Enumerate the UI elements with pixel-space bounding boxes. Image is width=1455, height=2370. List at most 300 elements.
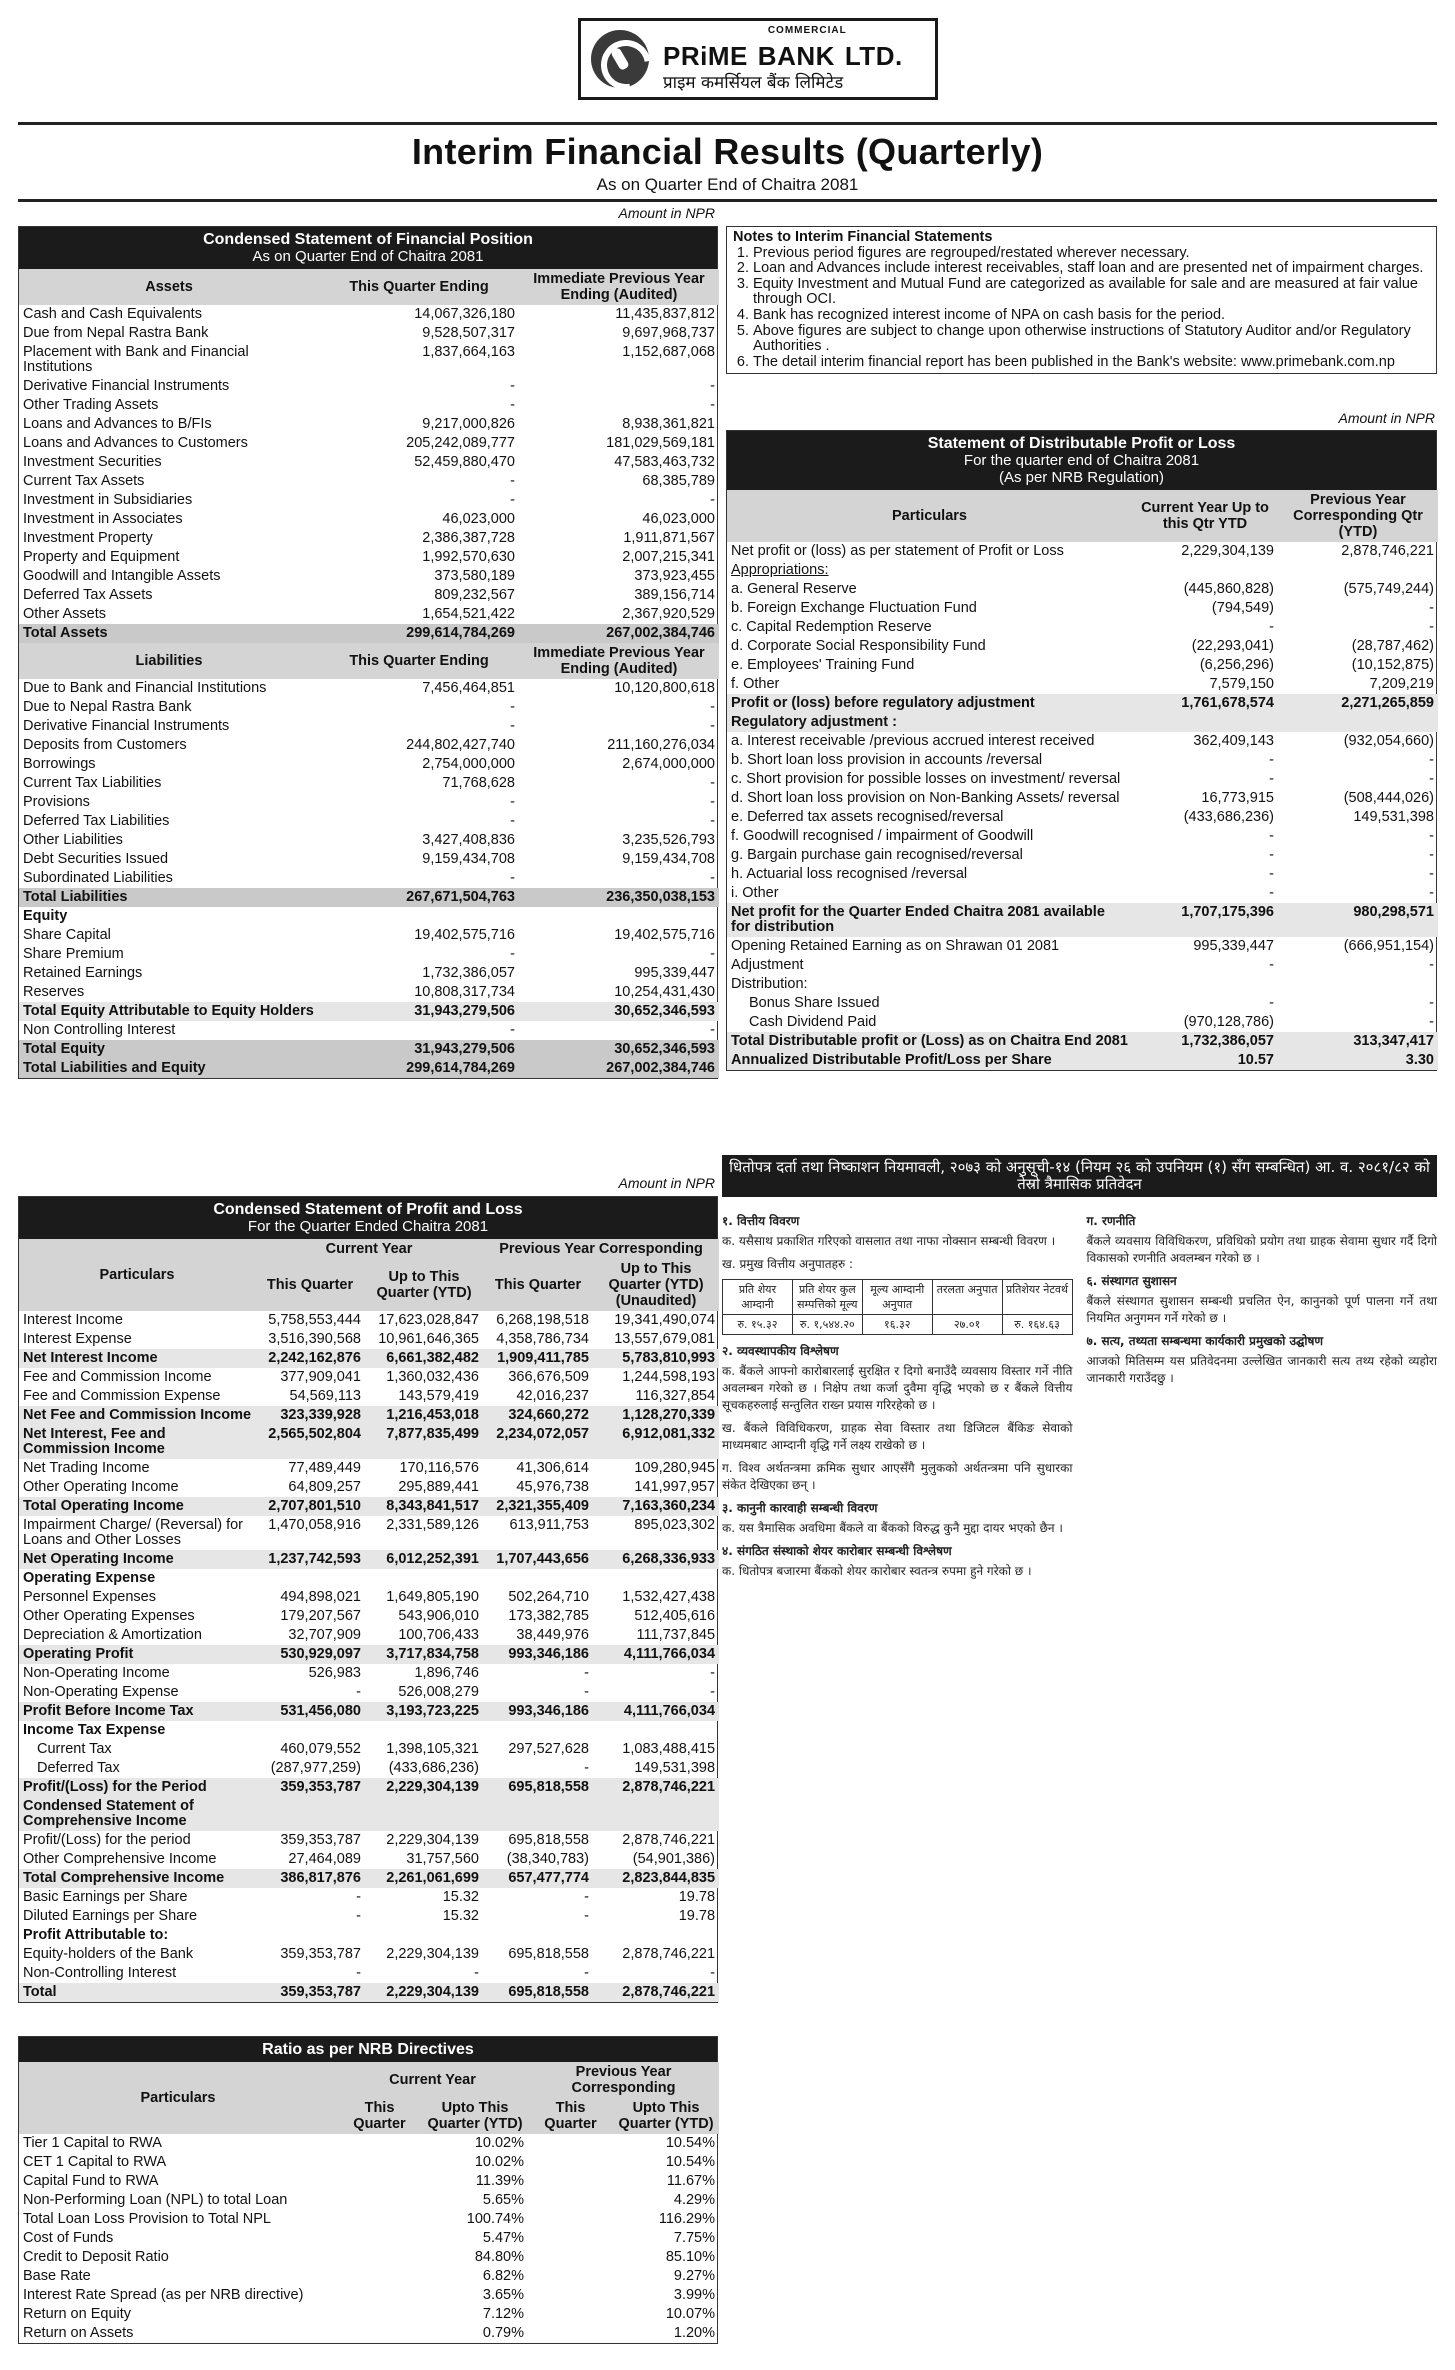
table-row [19, 1683, 719, 1702]
row-value: 77,489,449 [288, 1460, 361, 1476]
row-value: - [584, 1684, 589, 1700]
table-row [19, 793, 719, 812]
np-ratio-value: २७.०१ [932, 1315, 1002, 1335]
np-p6: क. यस त्रैमासिक अवधिमा बैंकले वा बैंकको विरुद्ध कुनै मुद्दा दायर भएको छैन । [722, 1521, 1063, 1535]
row-value: - [1269, 752, 1274, 768]
row-label: Derivative Financial Instruments [23, 378, 230, 394]
row-label: Loans and Advances to B/FIs [23, 416, 212, 432]
table-cell [528, 2248, 613, 2267]
row-value: - [1269, 995, 1274, 1011]
table-row [19, 736, 719, 755]
row-value: 1,360,032,436 [386, 1369, 479, 1385]
row-value: 323,339,928 [255, 1406, 365, 1425]
row-label: Diluted Earnings per Share [23, 1908, 198, 1924]
row-value: 10.07% [665, 2306, 716, 2322]
np-p7: क. धितोपत्र बजारमा बैंकको शेयर कारोबार स्वतन्त्र रुपमा हुने गरेको छ । [722, 1564, 1032, 1578]
table-row [727, 956, 1438, 975]
report-header [18, 122, 1437, 202]
row-value: - [1429, 828, 1434, 844]
table-row [19, 510, 719, 529]
np-ratio-table [722, 1279, 1073, 1335]
pl-title: Condensed Statement of Profit and Loss [213, 1201, 523, 1218]
row-value: 7,579,150 [1209, 676, 1274, 692]
row-value: 2,707,801,510 [255, 1497, 365, 1516]
table-row [19, 774, 719, 793]
row-label: d. Corporate Social Responsibility Fund [731, 638, 986, 654]
row-value: 45,976,738 [516, 1479, 589, 1495]
row-value: 1.20% [673, 2325, 716, 2341]
table-row [19, 567, 719, 586]
row-value [593, 1926, 719, 1945]
row-label: Borrowings [23, 756, 96, 772]
table-row [727, 846, 1438, 865]
row-label: Deposits from Customers [23, 737, 187, 753]
row-value: 7.75% [673, 2230, 716, 2246]
row-value: 85.10% [665, 2249, 716, 2265]
row-value: - [710, 1022, 715, 1038]
table-row [19, 1368, 719, 1387]
row-label: Placement with Bank and Financial Institutions [23, 344, 249, 375]
row-value: 1,398,105,321 [386, 1741, 479, 1757]
row-value [365, 1721, 483, 1740]
column-header: Up to This Quarter (YTD) [365, 1259, 483, 1311]
table-row [19, 269, 719, 305]
bank-logo [578, 18, 938, 100]
table-cell [528, 2267, 613, 2286]
row-value: 11,435,837,812 [615, 306, 715, 322]
note-item: 4. Bank has recognized interest income of NPA on cash basis for the period. [753, 308, 1430, 324]
row-value: 6,912,081,332 [593, 1425, 719, 1459]
page-title: Interim Financial Results (Quarterly) [411, 131, 1044, 172]
row-value: 7,209,219 [1369, 676, 1434, 692]
row-label: Total [19, 1983, 255, 2002]
row-label: Depreciation & Amortization [23, 1627, 202, 1643]
table-row [19, 755, 719, 774]
row-value: 13,557,679,081 [614, 1331, 716, 1347]
row-value: 68,385,789 [642, 473, 715, 489]
row-value: 17,623,028,847 [378, 1312, 479, 1328]
row-value: 14,067,326,180 [414, 306, 515, 322]
row-value: 1,837,664,163 [422, 344, 515, 360]
table-row [19, 2324, 719, 2343]
row-value: (10,152,875) [1351, 657, 1434, 673]
table-row [19, 305, 719, 324]
table-row [19, 850, 719, 869]
row-value: 895,023,302 [634, 1517, 716, 1533]
row-value: 809,232,567 [434, 587, 515, 603]
row-label: Deferred Tax [37, 1760, 120, 1776]
row-label: Return on Equity [23, 2306, 132, 2322]
table-row [19, 869, 719, 888]
nepali-title: धितोपत्र दर्ता तथा निष्काशन नियमावली, २०७३ को अनुसूची-१४ (नियम २६ को उपनियम (१) सँग सम्बन्धित) आ. व. २०८१/८२ को तेस्रो त्रैमासिक प्रतिवेदन [722, 1155, 1437, 1197]
column-header: Upto This Quarter (YTD) [613, 2098, 719, 2134]
row-value: - [1429, 1014, 1434, 1030]
column-header: Upto This Quarter (YTD) [422, 2098, 528, 2134]
row-value: 373,923,455 [634, 568, 715, 584]
table-row [19, 377, 719, 396]
row-value: 2,229,304,139 [365, 1778, 483, 1797]
row-value: - [510, 473, 515, 489]
row-label: Condensed Statement of Comprehensive Income [19, 1797, 255, 1831]
row-value: 109,280,945 [634, 1460, 716, 1476]
table-row [19, 2191, 719, 2210]
np-ratio-value: १६.३२ [862, 1315, 932, 1335]
row-value: - [710, 813, 715, 829]
row-value: 995,339,447 [1193, 938, 1274, 954]
row-value: 2,242,162,876 [255, 1349, 365, 1368]
row-value: 3.99% [673, 2287, 716, 2303]
column-header: Particulars [19, 2062, 337, 2134]
table-row [727, 732, 1438, 751]
table-row [19, 679, 719, 698]
row-value: - [510, 946, 515, 962]
profit-loss-table [18, 1196, 718, 2003]
table-row [727, 694, 1438, 713]
column-header: This Quarter [483, 1259, 593, 1311]
row-value: (932,054,660) [1343, 733, 1434, 749]
row-value: 46,023,000 [642, 511, 715, 527]
row-value: - [710, 699, 715, 715]
row-value: 4,111,766,034 [593, 1702, 719, 1721]
table-row [19, 1021, 719, 1040]
row-value: - [510, 813, 515, 829]
row-value: 2,386,387,728 [422, 530, 515, 546]
row-value: 31,943,279,506 [319, 1040, 519, 1059]
row-value: 4,111,766,034 [593, 1645, 719, 1664]
row-value: 695,818,558 [483, 1983, 593, 2002]
table-row [727, 937, 1438, 956]
table-row [19, 964, 719, 983]
table-row [727, 1013, 1438, 1032]
row-value: - [1429, 866, 1434, 882]
row-value: 9,217,000,826 [422, 416, 515, 432]
row-label: Deferred Tax Assets [23, 587, 153, 603]
bank-emblem-icon [591, 30, 649, 88]
row-value: 10.02% [474, 2154, 524, 2170]
row-label: Investment in Associates [23, 511, 183, 527]
table-row [19, 491, 719, 510]
table-row [19, 831, 719, 850]
row-value: 2,754,000,000 [422, 756, 515, 772]
row-label: Current Tax Assets [23, 473, 145, 489]
np-p1: क. यसैसाथ प्रकाशित गरिएको वासलात तथा नाफा नोक्सान सम्बन्धी विवरण । [722, 1234, 1056, 1248]
page-subtitle: As on Quarter End of Chaitra 2081 [596, 175, 859, 194]
row-value: 2,367,920,529 [622, 606, 715, 622]
row-value: 502,264,710 [508, 1589, 589, 1605]
row-value: 1,761,678,574 [1132, 694, 1278, 713]
row-value: (445,860,828) [1183, 581, 1274, 597]
logo-devanagari: प्राइम कमर्सियल बैंक लिमिटेड [663, 73, 844, 93]
table-cell [337, 2172, 422, 2191]
row-value: 10,808,317,734 [414, 984, 515, 1000]
row-value: 149,531,398 [1353, 809, 1434, 825]
row-value: 9,697,968,737 [622, 325, 715, 341]
table-row [19, 1778, 719, 1797]
np-ratio-value: रु. १६४.६३ [1002, 1315, 1072, 1335]
table-row [727, 1051, 1438, 1070]
row-value: 531,456,080 [255, 1702, 365, 1721]
table-row [19, 926, 719, 945]
table-row [19, 1850, 719, 1869]
row-value: - [584, 1665, 589, 1681]
row-value [255, 1721, 365, 1740]
np-s2: २. व्यवस्थापकीय विश्लेषण [722, 1344, 839, 1358]
row-value: 2,878,746,221 [593, 1778, 719, 1797]
table-row [727, 542, 1438, 561]
row-value: 11.67% [666, 2173, 716, 2189]
row-label: Profit Before Income Tax [19, 1702, 255, 1721]
row-value [483, 1926, 593, 1945]
row-value: 1,244,598,193 [622, 1369, 716, 1385]
row-label: Investment Securities [23, 454, 162, 470]
table-row [727, 656, 1438, 675]
row-value: 386,817,876 [255, 1869, 365, 1888]
row-value: 2,674,000,000 [622, 756, 715, 772]
row-value: - [356, 1684, 361, 1700]
row-value [1278, 713, 1438, 732]
row-value [483, 1797, 593, 1831]
table-row [19, 717, 719, 736]
row-value: 1,707,443,656 [483, 1550, 593, 1569]
row-label: a. General Reserve [731, 581, 857, 597]
np-c2p1: बैंकले व्यवसाय विविधिकरण, प्रविधिको प्रयोग तथा ग्राहक सेवामा सुधार गर्दै दिगो विकासको रणनीति अवलम्बन गरेको छ । [1086, 1234, 1437, 1265]
row-value: 19.78 [678, 1908, 716, 1924]
row-value: 54,569,113 [289, 1388, 361, 1404]
row-value: 2,229,304,139 [365, 1983, 483, 2002]
row-value: - [584, 1965, 589, 1981]
row-label: Other Trading Assets [23, 397, 159, 413]
row-label: Net Operating Income [19, 1550, 255, 1569]
table-row [19, 888, 719, 907]
table-row [19, 1888, 719, 1907]
row-value [365, 1926, 483, 1945]
row-value: - [584, 1908, 589, 1924]
row-value: 38,449,976 [516, 1627, 589, 1643]
row-value: 236,350,038,153 [519, 888, 719, 907]
row-label: Return on Assets [23, 2325, 134, 2341]
table-row [19, 2286, 719, 2305]
row-value: 179,207,567 [280, 1608, 361, 1624]
np-p5: ग. विश्व अर्थतन्त्रमा क्रमिक सुधार आएसँगै मुलुकको अर्थतन्त्रमा पनि सुधारका संकेत देखिएका छन् । [722, 1461, 1073, 1492]
np-ratio-value: रु. १५.३२ [723, 1315, 793, 1335]
table-cell [528, 2305, 613, 2324]
row-value: - [584, 1889, 589, 1905]
row-value: 1,152,687,068 [622, 344, 715, 360]
table-cell [528, 2153, 613, 2172]
row-value: 4,358,786,734 [496, 1331, 589, 1347]
row-value: 19.78 [678, 1889, 716, 1905]
np-ratio-header: तरलता अनुपात [932, 1280, 1002, 1315]
row-value: - [1429, 771, 1434, 787]
row-value: 30,652,346,593 [519, 1002, 719, 1021]
row-value: - [474, 1965, 479, 1981]
table-row [19, 1831, 719, 1850]
row-value: 1,732,386,057 [422, 965, 515, 981]
table-row [19, 396, 719, 415]
row-label: Fee and Commission Expense [23, 1388, 221, 1404]
table-cell [528, 2191, 613, 2210]
row-label: Bonus Share Issued [749, 995, 880, 1011]
row-value: 512,405,616 [634, 1608, 716, 1624]
row-value: 15.32 [442, 1908, 479, 1924]
row-label: Distribution: [731, 976, 808, 992]
np-ratio-value: रु. १,५४४.२० [792, 1315, 862, 1335]
row-value: 657,477,774 [483, 1869, 593, 1888]
row-value: - [1429, 600, 1434, 616]
row-value: 15.32 [442, 1889, 479, 1905]
column-header: This Quarter [255, 1259, 365, 1311]
row-label: f. Other [731, 676, 780, 692]
row-label: Other Operating Expenses [23, 1608, 195, 1624]
row-value: (433,686,236) [1183, 809, 1274, 825]
row-value: 116.29% [658, 2211, 716, 2227]
table-row [19, 1569, 719, 1588]
row-value: (666,951,154) [1343, 938, 1434, 954]
table-row [727, 713, 1438, 732]
row-value: 143,579,419 [398, 1388, 479, 1404]
table-cell [519, 907, 719, 926]
row-value [1132, 561, 1278, 580]
table-row [727, 808, 1438, 827]
np-c2c: ७. सत्य, तथ्यता सम्बन्धमा कार्यकारी प्रमुखको उद्घोषण [1086, 1334, 1324, 1348]
row-value: 47,583,463,732 [614, 454, 715, 470]
distributable-profit-table [726, 430, 1437, 1071]
row-label: Net profit or (loss) as per statement of Profit or Loss [731, 543, 1064, 559]
logo-name2: BANK [757, 41, 835, 71]
row-value: 993,346,186 [483, 1702, 593, 1721]
row-value: 11.39% [475, 2173, 524, 2189]
row-label: Tier 1 Capital to RWA [23, 2135, 162, 2151]
row-value: - [1429, 752, 1434, 768]
row-value [1278, 561, 1438, 580]
row-value: 2,321,355,409 [483, 1497, 593, 1516]
row-label: c. Short provision for possible losses on investment/ reversal [731, 771, 1121, 787]
row-value: 7,163,360,234 [593, 1497, 719, 1516]
row-value: - [710, 870, 715, 886]
table-row [19, 1330, 719, 1349]
row-value: 244,802,427,740 [406, 737, 515, 753]
table-row [19, 1702, 719, 1721]
amount-label-3: Amount in NPR [1338, 410, 1435, 426]
notes-box [726, 226, 1437, 374]
row-value: 695,818,558 [508, 1832, 589, 1848]
table-row [727, 884, 1438, 903]
row-value: 9,159,434,708 [622, 851, 715, 867]
row-value: 5,783,810,993 [593, 1349, 719, 1368]
row-value: 526,008,279 [398, 1684, 479, 1700]
nepali-report-section [722, 1155, 1437, 2358]
row-value: 8,343,841,517 [365, 1497, 483, 1516]
row-label: Personnel Expenses [23, 1589, 156, 1605]
row-value: 2,229,304,139 [1181, 543, 1274, 559]
row-label: Interest Income [23, 1312, 123, 1328]
table-row [19, 945, 719, 964]
table-row [727, 994, 1438, 1013]
amount-label-2: Amount in NPR [618, 1175, 715, 1191]
table-row [727, 789, 1438, 808]
table-row [19, 1926, 719, 1945]
row-value: - [710, 378, 715, 394]
row-label: Operating Expense [23, 1570, 156, 1586]
table-row [19, 907, 719, 926]
row-value: - [510, 1022, 515, 1038]
row-value: - [510, 699, 515, 715]
row-label: Cash Dividend Paid [749, 1014, 877, 1030]
table-row [19, 415, 719, 434]
row-value: (22,293,041) [1191, 638, 1274, 654]
table-cell [337, 2191, 422, 2210]
row-value: - [1429, 995, 1434, 1011]
column-header: Current Year [255, 1239, 483, 1259]
table-row [19, 1945, 719, 1964]
column-header: Previous Year Corresponding Qtr (YTD) [1278, 490, 1438, 542]
row-value: 1,707,175,396 [1132, 903, 1278, 937]
table-row [19, 1797, 719, 1831]
table-row [19, 2134, 719, 2153]
row-value: - [1269, 619, 1274, 635]
row-value: 46,023,000 [442, 511, 515, 527]
row-label: Annualized Distributable Profit/Loss per Share [727, 1051, 1132, 1070]
row-value: 30,652,346,593 [519, 1040, 719, 1059]
table-row [19, 1964, 719, 1983]
fp-title: Condensed Statement of Financial Position [203, 231, 533, 248]
row-value: 1,649,805,190 [386, 1589, 479, 1605]
row-value: 64,809,257 [288, 1479, 361, 1495]
row-value: 6.82% [482, 2268, 524, 2284]
row-value: 2,823,844,835 [593, 1869, 719, 1888]
row-value: 116,327,854 [635, 1388, 716, 1404]
table-row [727, 561, 1438, 580]
row-value: (28,787,462) [1351, 638, 1434, 654]
row-value: 267,002,384,746 [519, 624, 719, 643]
row-label: Profit or (loss) before regulatory adjustment [727, 694, 1132, 713]
table-cell [528, 2210, 613, 2229]
row-label: Net Trading Income [23, 1460, 150, 1476]
fp-subtitle: As on Quarter End of Chaitra 2081 [252, 248, 484, 265]
table-row [19, 1588, 719, 1607]
row-value: 526,983 [308, 1665, 361, 1681]
row-label: Interest Expense [23, 1331, 132, 1347]
row-value: 695,818,558 [508, 1946, 589, 1962]
table-row [727, 751, 1438, 770]
table-row [19, 1869, 719, 1888]
row-value: 7,877,835,499 [365, 1425, 483, 1459]
row-label: Investment in Subsidiaries [23, 492, 193, 508]
table-row [19, 586, 719, 605]
table-row [19, 1740, 719, 1759]
table-row [727, 580, 1438, 599]
row-value: 1,470,058,916 [268, 1517, 361, 1533]
column-header: This Quarter Ending [319, 643, 519, 679]
row-label: e. Employees' Training Fund [731, 657, 915, 673]
row-label: Credit to Deposit Ratio [23, 2249, 169, 2265]
row-value: 16,773,915 [1201, 790, 1274, 806]
table-row [727, 865, 1438, 884]
row-value: - [1269, 771, 1274, 787]
financial-position-table [18, 226, 718, 1079]
row-value: 359,353,787 [280, 1832, 361, 1848]
row-label: Share Capital [23, 927, 111, 943]
row-value: 2,878,746,221 [622, 1832, 716, 1848]
column-header: This Quarter Ending [319, 269, 519, 305]
column-header: Immediate Previous Year Ending (Audited) [519, 643, 719, 679]
row-value [1132, 975, 1278, 994]
row-label: Total Operating Income [19, 1497, 255, 1516]
row-label: Non-Operating Expense [23, 1684, 179, 1700]
np-s1: १. वित्तीय विवरण [722, 1214, 800, 1228]
table-row [19, 1497, 719, 1516]
table-row [19, 1607, 719, 1626]
